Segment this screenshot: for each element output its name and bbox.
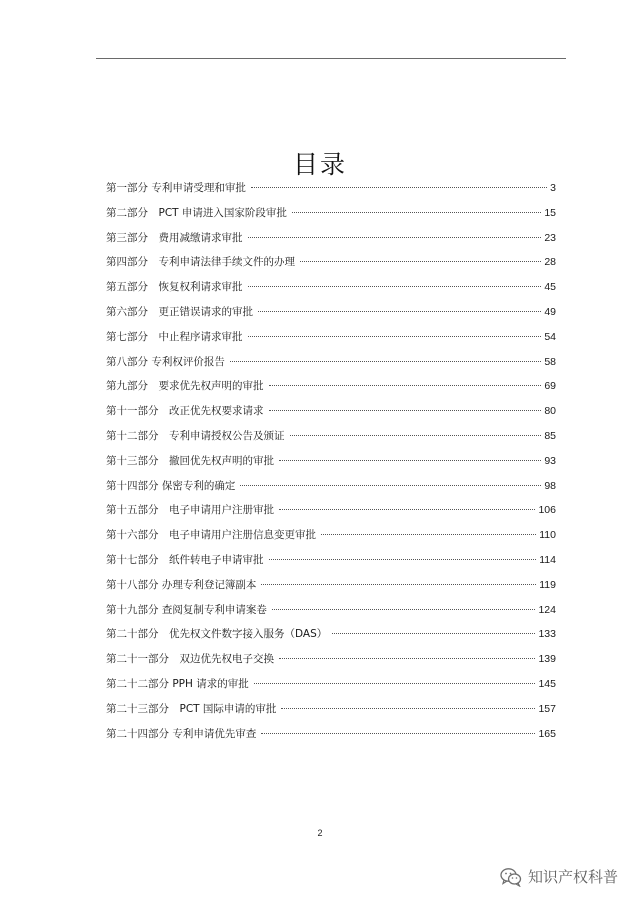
toc-entry-label: 第一部分 专利申请受理和审批 [106, 182, 246, 194]
toc-entry-page: 80 [544, 405, 556, 418]
watermark [500, 866, 618, 887]
toc-entry[interactable] [106, 403, 556, 428]
toc-leader-dots [269, 559, 537, 560]
toc-entry-label: 第十三部分 撤回优先权声明的审批 [106, 454, 274, 467]
toc-entry[interactable] [106, 701, 556, 726]
toc-leader-dots [279, 460, 541, 461]
toc-entry-page: 15 [544, 206, 556, 219]
toc-leader-dots [248, 336, 542, 337]
toc-entry[interactable] [106, 354, 556, 379]
toc-leader-dots [292, 212, 541, 213]
toc-entry-page: 145 [538, 677, 556, 690]
toc-entry-page: 98 [544, 479, 556, 492]
toc-leader-dots [281, 708, 535, 709]
toc-entry[interactable] [106, 205, 556, 230]
toc-entry[interactable] [106, 527, 556, 552]
toc-leader-dots [300, 261, 541, 262]
toc-leader-dots [261, 733, 535, 734]
toc-entry-page: 69 [544, 380, 556, 393]
toc-entry[interactable] [106, 726, 556, 751]
toc-leader-dots [290, 435, 542, 436]
toc-leader-dots [272, 609, 536, 610]
toc-leader-dots [279, 658, 535, 659]
toc-list [106, 180, 556, 750]
toc-leader-dots [230, 361, 541, 362]
toc-entry-label: 第十七部分 纸件转电子申请审批 [106, 553, 264, 566]
toc-entry-page: 49 [544, 305, 556, 318]
toc-entry[interactable] [106, 230, 556, 255]
toc-entry[interactable] [106, 329, 556, 354]
toc-leader-dots [261, 584, 536, 585]
toc-entry[interactable] [106, 279, 556, 304]
toc-entry-label: 第十二部分 专利申请授权公告及颁证 [106, 429, 285, 442]
toc-leader-dots [248, 286, 542, 287]
toc-entry[interactable] [106, 378, 556, 403]
toc-entry-label: 第二十一部分 双边优先权电子交换 [106, 653, 274, 666]
toc-entry-label: 第六部分 更正错误请求的审批 [106, 305, 253, 318]
toc-entry[interactable] [106, 254, 556, 279]
wechat-icon [500, 867, 522, 887]
toc-entry-label: 第九部分 要求优先权声明的审批 [106, 380, 264, 393]
toc-entry[interactable] [106, 180, 556, 205]
toc-entry-page: 165 [538, 727, 556, 740]
toc-entry-label: 第二十二部分 PPH 请求的审批 [106, 677, 249, 690]
header-rule [96, 58, 566, 59]
toc-leader-dots [240, 485, 541, 486]
toc-entry[interactable] [106, 552, 556, 577]
toc-entry-page: 45 [544, 281, 556, 294]
toc-leader-dots [279, 509, 535, 510]
toc-entry-label: 第五部分 恢复权利请求审批 [106, 281, 243, 294]
toc-entry[interactable] [106, 577, 556, 602]
toc-leader-dots [321, 534, 536, 535]
toc-entry-label: 第十四部分 保密专利的确定 [106, 479, 236, 492]
toc-entry-label: 第十九部分 查阅复制专利申请案卷 [106, 603, 267, 616]
toc-entry-page: 114 [539, 553, 556, 566]
toc-entry-page: 157 [538, 702, 556, 715]
toc-entry-page: 28 [544, 256, 556, 269]
toc-entry-page: 106 [538, 504, 556, 517]
toc-leader-dots [332, 633, 535, 634]
toc-leader-dots [254, 683, 536, 684]
toc-entry[interactable] [106, 626, 556, 651]
toc-entry-page: 85 [544, 429, 556, 442]
toc-entry-label: 第二十部分 优先权文件数字接入服务（DAS） [106, 628, 328, 641]
toc-entry-page: 93 [544, 454, 556, 467]
toc-entry-page: 110 [539, 529, 556, 542]
toc-entry-page: 54 [544, 330, 556, 343]
toc-entry[interactable] [106, 478, 556, 503]
toc-entry-page: 139 [538, 653, 556, 666]
toc-entry[interactable] [106, 651, 556, 676]
toc-entry-page: 23 [544, 231, 556, 244]
toc-entry-page: 124 [538, 603, 556, 616]
toc-entry-label: 第二十三部分 PCT 国际申请的审批 [106, 702, 277, 715]
toc-entry[interactable] [106, 602, 556, 627]
toc-leader-dots [269, 410, 542, 411]
toc-entry-label: 第四部分 专利申请法律手续文件的办理 [106, 256, 295, 269]
toc-entry-label: 第十八部分 办理专利登记簿副本 [106, 578, 257, 591]
toc-entry-label: 第十六部分 电子申请用户注册信息变更审批 [106, 529, 316, 542]
toc-entry[interactable] [106, 676, 556, 701]
toc-leader-dots [251, 187, 547, 188]
toc-entry-label: 第二部分 PCT 申请进入国家阶段审批 [106, 206, 287, 219]
toc-entry-page: 3 [550, 182, 556, 194]
toc-entry-label: 第七部分 中止程序请求审批 [106, 330, 243, 343]
toc-entry-label: 第三部分 费用减缴请求审批 [106, 231, 243, 244]
toc-entry-label: 第八部分 专利权评价报告 [106, 355, 225, 368]
page-number: 2 [317, 828, 323, 838]
toc-entry-page: 133 [538, 628, 556, 641]
toc-leader-dots [269, 385, 542, 386]
toc-entry-label: 第十一部分 改正优先权要求请求 [106, 405, 264, 418]
toc-entry-page: 119 [539, 578, 556, 591]
toc-entry-label: 第十五部分 电子申请用户注册审批 [106, 504, 274, 517]
toc-entry-label: 第二十四部分 专利申请优先审查 [106, 727, 257, 740]
page-title: 目录 [292, 150, 347, 179]
watermark-text: 知识产权科普 [527, 868, 618, 886]
toc-entry[interactable] [106, 304, 556, 329]
toc-entry[interactable] [106, 428, 556, 453]
toc-leader-dots [248, 237, 542, 238]
toc-entry-page: 58 [544, 355, 556, 368]
toc-entry[interactable] [106, 453, 556, 478]
toc-leader-dots [258, 311, 541, 312]
toc-entry[interactable] [106, 502, 556, 527]
